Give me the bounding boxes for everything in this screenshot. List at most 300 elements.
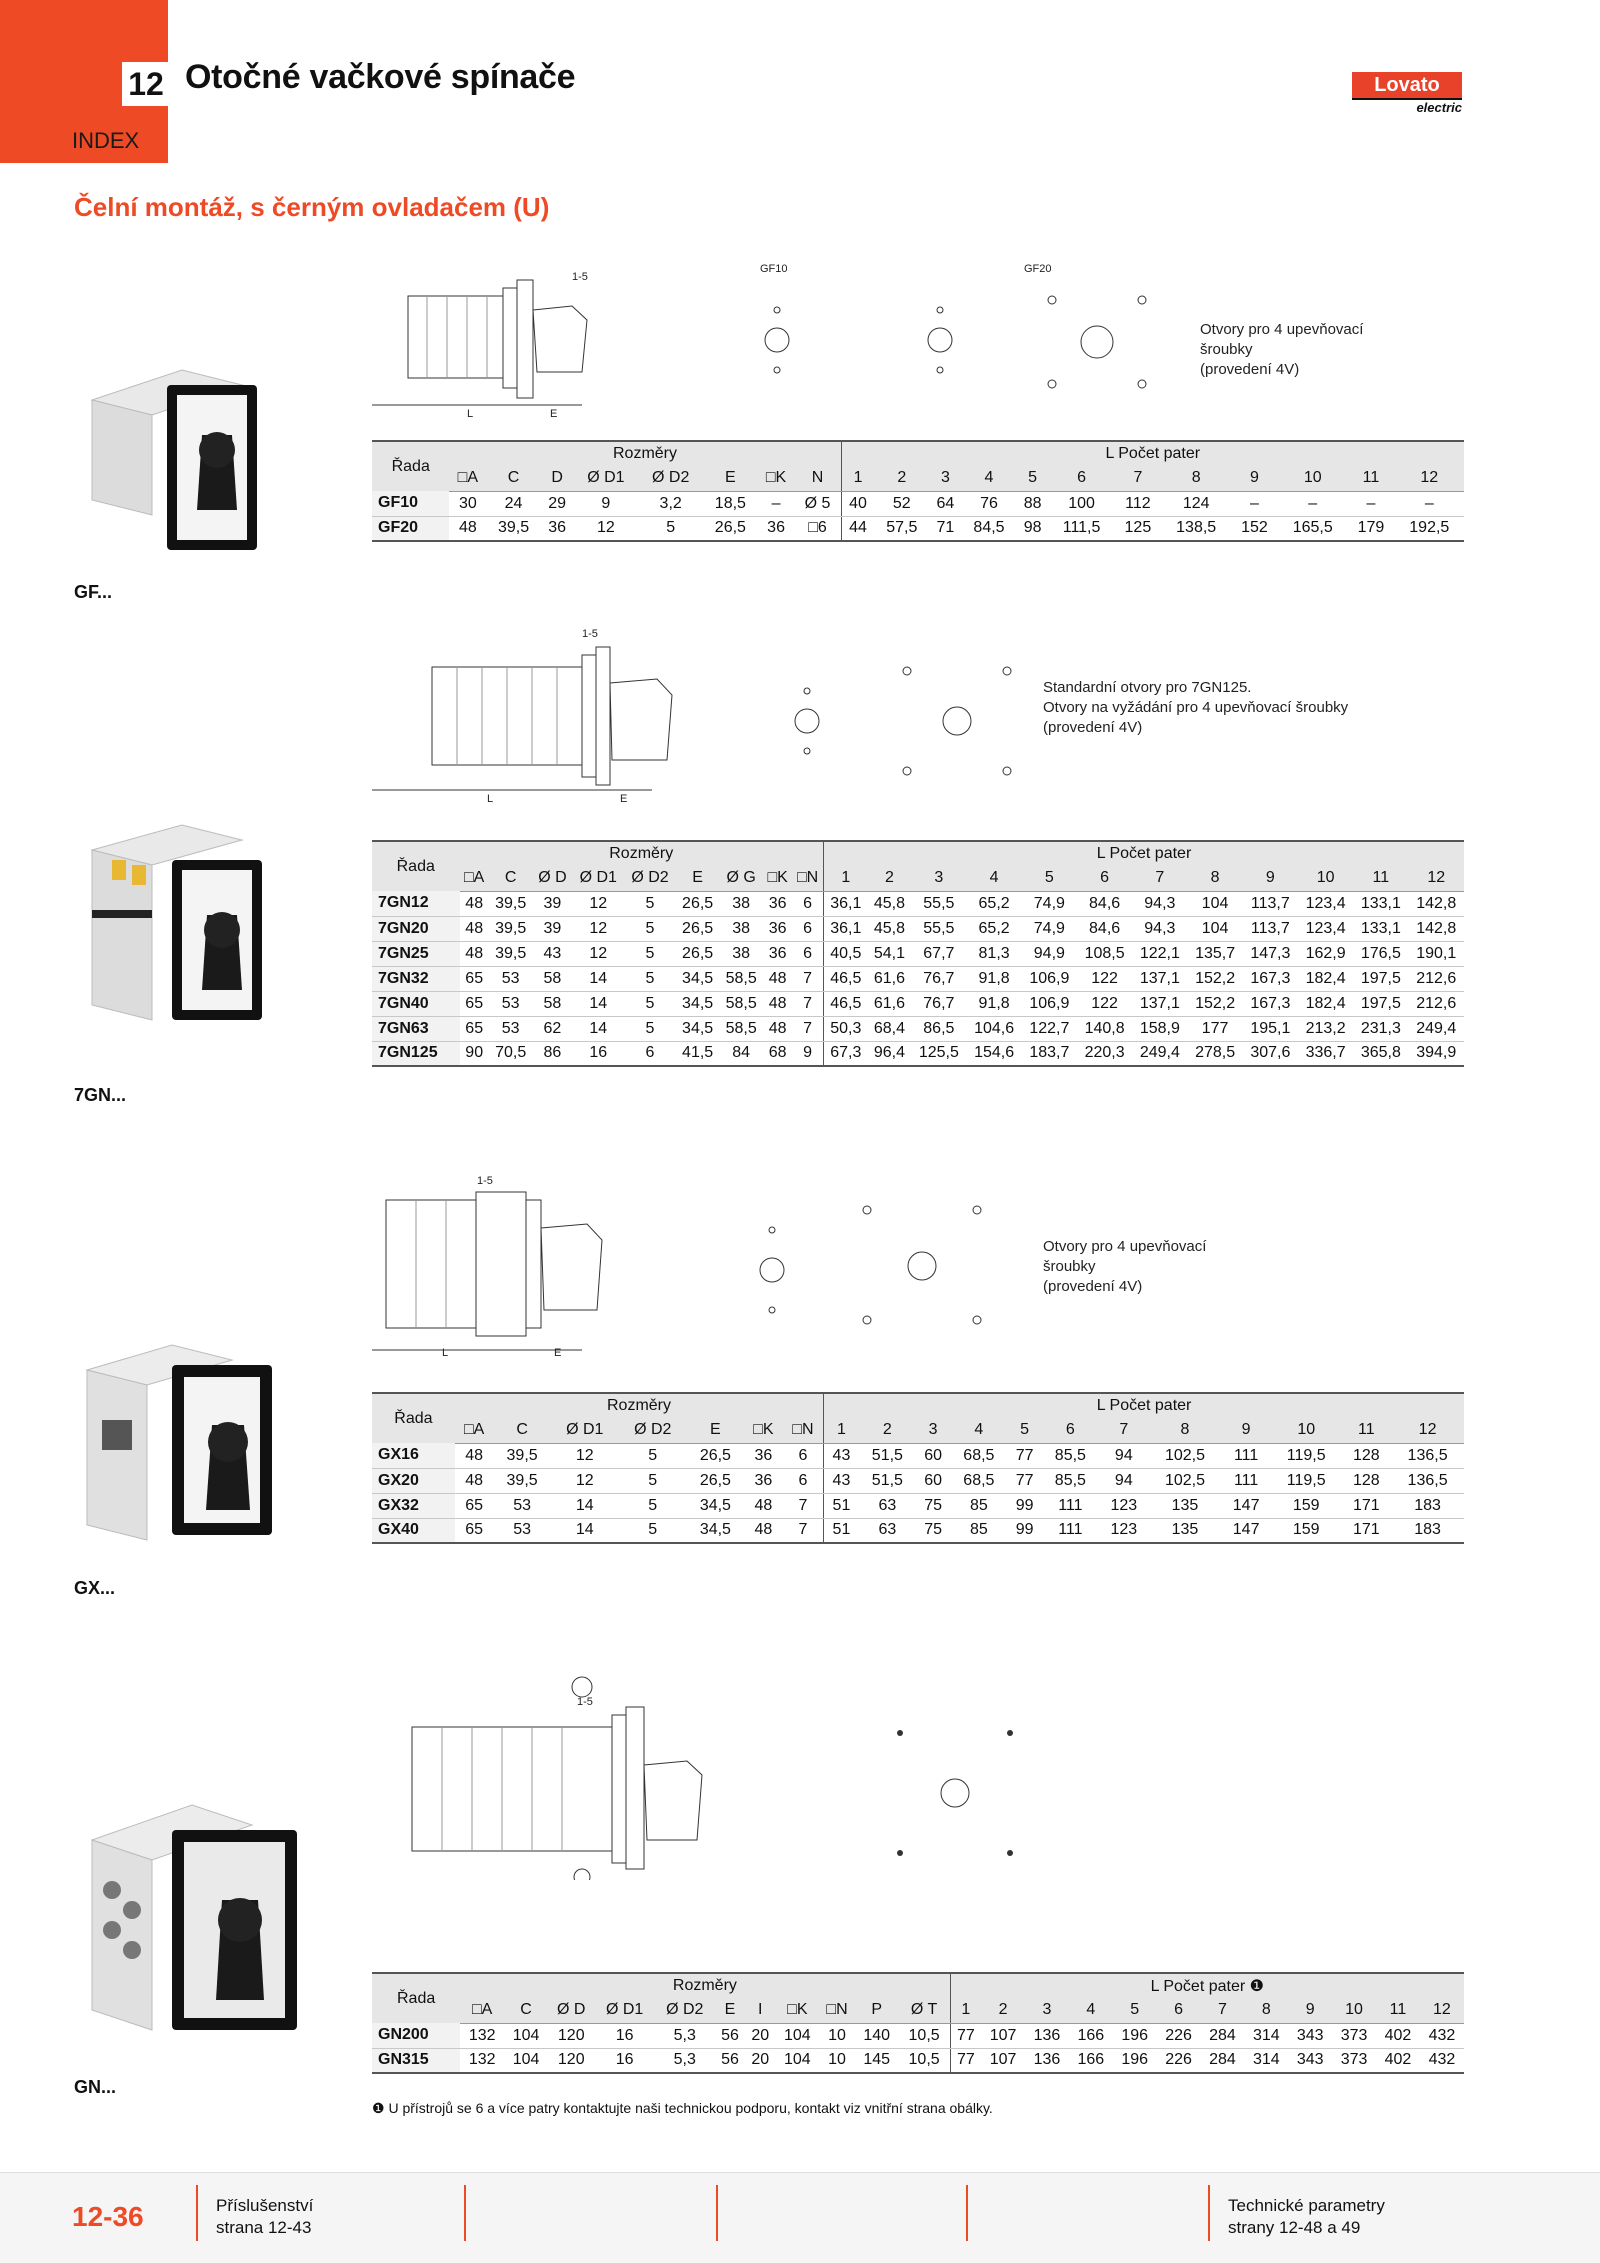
table-cell: 12 [551, 1468, 619, 1493]
footer-divider [716, 2185, 718, 2241]
table-cell: 39,5 [493, 1443, 550, 1468]
table-cell: 58 [532, 966, 572, 991]
table-cell: 40,5 [823, 941, 867, 966]
col-header: 12 [1420, 1998, 1464, 2023]
page-number: 12-36 [72, 2201, 144, 2232]
svg-text:L: L [442, 1347, 449, 1359]
table-cell: 94,9 [1022, 941, 1077, 966]
table-cell: 142,8 [1408, 916, 1464, 941]
table-cell: 6 [783, 1443, 824, 1468]
table-cell: 81,3 [966, 941, 1021, 966]
table-cell: 63 [859, 1493, 916, 1518]
table-cell: 58 [532, 991, 572, 1016]
col-header: 4 [966, 866, 1021, 891]
table-cell: 36 [744, 1468, 783, 1493]
table-cell: 34,5 [687, 1518, 744, 1543]
7gn-label: 7GN... [74, 1085, 127, 1105]
col-header: Ø D1 [573, 466, 638, 491]
footer-divider [464, 2185, 466, 2241]
accessories-link[interactable]: Příslušenství strana 12-43 [216, 2196, 314, 2237]
table-cell: 5 [624, 916, 676, 941]
gf-label: GF... [74, 582, 113, 602]
table-cell: 36 [763, 916, 792, 941]
table-cell: 86 [532, 1041, 572, 1066]
table-cell: 5 [619, 1443, 687, 1468]
7gn-header-row [372, 866, 1464, 891]
table-cell: 60 [916, 1468, 950, 1493]
table-cell: 165,5 [1278, 516, 1347, 541]
col-header: 2 [981, 1998, 1025, 2023]
table-cell: 53 [489, 991, 533, 1016]
table-cell: 166 [1069, 2023, 1113, 2048]
gx-header-row [372, 1418, 1464, 1443]
table-cell: 179 [1347, 516, 1394, 541]
col-header: 8 [1244, 1998, 1288, 2023]
table-cell: 51 [824, 1518, 859, 1543]
table-cell: 48 [460, 891, 489, 916]
table-cell: 133,1 [1353, 916, 1408, 941]
table-cell: 10 [819, 2048, 855, 2073]
table-cell: 36 [758, 516, 795, 541]
table-cell: 7 [792, 966, 823, 991]
table-cell: 135 [1149, 1493, 1222, 1518]
table-cell: 84,6 [1077, 891, 1132, 916]
table-cell: 136 [1025, 2023, 1069, 2048]
col-header: Ø G [719, 866, 763, 891]
table-row [372, 516, 1464, 541]
series-cell: GN200 [372, 2023, 460, 2048]
table-row [372, 1041, 1464, 1066]
col-header: □K [775, 1998, 819, 2023]
gx-label: GX... [74, 1578, 116, 1598]
table-cell: 16 [572, 1041, 624, 1066]
table-cell: 5 [638, 516, 703, 541]
table-cell: 10 [819, 2023, 855, 2048]
table-cell: 84 [719, 1041, 763, 1066]
table-cell: 147,3 [1243, 941, 1298, 966]
table-cell: 343 [1288, 2023, 1332, 2048]
col-header: 2 [859, 1418, 916, 1443]
col-header: 3 [1025, 1998, 1069, 2023]
table-cell: 136 [1025, 2048, 1069, 2073]
col-header: 10 [1298, 866, 1353, 891]
table-cell: 39,5 [489, 916, 533, 941]
table-cell: 5,3 [655, 2048, 715, 2073]
table-cell: 278,5 [1187, 1041, 1242, 1066]
gx-note: Otvory pro 4 upevňovací šroubky (provedení 4V) [1043, 1238, 1207, 1295]
l-group-header: L Počet pater [823, 841, 1464, 866]
table-cell: 74,9 [1022, 891, 1077, 916]
table-cell: 122,1 [1132, 941, 1187, 966]
7gn-dimension-drawing [372, 625, 1132, 805]
table-cell: 119,5 [1271, 1443, 1342, 1468]
table-cell: 111,5 [1049, 516, 1114, 541]
table-cell: 99 [1008, 1518, 1042, 1543]
col-header: 3 [916, 1418, 950, 1443]
table-cell: 26,5 [687, 1468, 744, 1493]
table-cell: 48 [460, 916, 489, 941]
col-header: 6 [1042, 1418, 1099, 1443]
col-header: 3 [911, 866, 966, 891]
table-cell: 123,4 [1298, 891, 1353, 916]
table-cell: 46,5 [823, 991, 867, 1016]
table-cell: 107 [981, 2048, 1025, 2073]
col-header: □K [763, 866, 792, 891]
dims-group-header: Rozměry [460, 841, 824, 866]
col-header: Ø D2 [619, 1418, 687, 1443]
col-header: 9 [1288, 1998, 1332, 2023]
footer-divider [1208, 2185, 1210, 2241]
table-cell: 120 [548, 2023, 595, 2048]
table-cell: 48 [455, 1443, 494, 1468]
table-cell: 43 [824, 1468, 859, 1493]
svg-text:1-5: 1-5 [572, 271, 588, 283]
col-header: 8 [1187, 866, 1242, 891]
table-cell: 111 [1042, 1493, 1099, 1518]
table-cell: 85,5 [1042, 1468, 1099, 1493]
table-cell: 213,2 [1298, 1016, 1353, 1041]
table-cell: 68,4 [868, 1016, 912, 1041]
table-cell: 64 [929, 491, 962, 516]
col-header: 3 [929, 466, 962, 491]
brand-sub: electric [1352, 98, 1462, 115]
col-header: 1 [824, 1418, 859, 1443]
table-cell: 75 [916, 1493, 950, 1518]
table-cell: 196 [1113, 2048, 1157, 2073]
table-cell: 136,5 [1391, 1468, 1464, 1493]
table-cell: 91,8 [966, 966, 1021, 991]
table-cell: 36 [744, 1443, 783, 1468]
table-cell: 104,6 [966, 1016, 1021, 1041]
gf-table [372, 440, 1464, 542]
table-cell: 147 [1221, 1493, 1271, 1518]
table-cell: 104 [775, 2023, 819, 2048]
col-header: 7 [1200, 1998, 1244, 2023]
table-cell: 171 [1342, 1493, 1392, 1518]
series-cell: 7GN20 [372, 916, 460, 941]
col-header: 10 [1332, 1998, 1376, 2023]
col-header: N [794, 466, 841, 491]
table-cell: 26,5 [703, 516, 758, 541]
series-cell: 7GN12 [372, 891, 460, 916]
table-cell: 167,3 [1243, 991, 1298, 1016]
table-cell: 67,3 [823, 1041, 867, 1066]
table-cell: 158,9 [1132, 1016, 1187, 1041]
col-header: Ø D1 [551, 1418, 619, 1443]
col-header: C [489, 866, 533, 891]
table-cell: 136,5 [1391, 1443, 1464, 1468]
col-header: P [855, 1998, 899, 2023]
table-cell: 38 [719, 916, 763, 941]
table-cell: 36,1 [823, 916, 867, 941]
table-row [372, 916, 1464, 941]
table-cell: 183 [1391, 1493, 1464, 1518]
series-cell: GF10 [372, 491, 449, 516]
table-cell: 112 [1114, 491, 1161, 516]
gf-header-row [372, 466, 1464, 491]
col-header: □A [460, 866, 489, 891]
table-cell: 14 [551, 1518, 619, 1543]
table-cell: 85,5 [1042, 1443, 1099, 1468]
svg-text:E: E [620, 793, 628, 805]
table-cell: 57,5 [875, 516, 930, 541]
table-cell: 226 [1157, 2048, 1201, 2073]
table-cell: 61,6 [868, 966, 912, 991]
table-cell: 61,6 [868, 991, 912, 1016]
gf10-caption: GF10 [760, 263, 788, 275]
table-row [372, 1518, 1464, 1543]
col-header: E [715, 1998, 745, 2023]
table-cell: 123,4 [1298, 916, 1353, 941]
table-cell: 104 [775, 2048, 819, 2073]
table-row [372, 1493, 1464, 1518]
table-cell: 55,5 [911, 916, 966, 941]
table-cell: 65 [460, 1016, 489, 1041]
table-cell: 133,1 [1353, 891, 1408, 916]
table-cell: 48 [763, 1016, 792, 1041]
table-cell: 55,5 [911, 891, 966, 916]
col-header: □A [455, 1418, 494, 1443]
table-cell: 6 [783, 1468, 824, 1493]
table-cell: 113,7 [1243, 891, 1298, 916]
technical-params-link[interactable]: Technické parametry strany 12-48 a 49 [1228, 2196, 1385, 2237]
table-cell: 68,5 [950, 1443, 1007, 1468]
col-header: I [745, 1998, 775, 2023]
col-header: 8 [1149, 1418, 1222, 1443]
table-cell: 132 [460, 2048, 504, 2073]
table-cell: 177 [1187, 1016, 1242, 1041]
table-cell: 56 [715, 2023, 745, 2048]
table-cell: 167,3 [1243, 966, 1298, 991]
series-cell: 7GN25 [372, 941, 460, 966]
table-cell: 314 [1244, 2023, 1288, 2048]
table-cell: 128 [1342, 1443, 1392, 1468]
svg-text:1-5: 1-5 [577, 1696, 593, 1708]
table-cell: 402 [1376, 2023, 1420, 2048]
table-cell: 71 [929, 516, 962, 541]
table-cell: 212,6 [1408, 966, 1464, 991]
table-cell: 26,5 [687, 1443, 744, 1468]
table-cell: 38 [719, 891, 763, 916]
table-cell: 76,7 [911, 991, 966, 1016]
table-cell: 77 [950, 2023, 981, 2048]
col-header: 4 [950, 1418, 1007, 1443]
rada-header: Řada [372, 841, 460, 891]
table-cell: 5 [619, 1518, 687, 1543]
series-cell: 7GN32 [372, 966, 460, 991]
col-header: Ø D [548, 1998, 595, 2023]
table-cell: 76 [962, 491, 1017, 516]
svg-text:L: L [487, 793, 494, 805]
table-row [372, 2048, 1464, 2073]
col-header: Ø D1 [595, 1998, 655, 2023]
table-cell: 102,5 [1149, 1468, 1222, 1493]
table-cell: 39,5 [489, 891, 533, 916]
table-cell: 99 [1008, 1493, 1042, 1518]
table-cell: 166 [1069, 2048, 1113, 2073]
series-cell: GF20 [372, 516, 449, 541]
table-cell: 51,5 [859, 1468, 916, 1493]
table-cell: 196 [1113, 2023, 1157, 2048]
table-cell: 38 [719, 941, 763, 966]
dims-group-header: Rozměry [455, 1393, 824, 1418]
table-cell: 26,5 [676, 941, 720, 966]
table-cell: 111 [1042, 1518, 1099, 1543]
l-group-header: L Počet pater [824, 1393, 1464, 1418]
col-header: 9 [1221, 1418, 1271, 1443]
table-cell: 106,9 [1022, 966, 1077, 991]
table-row [372, 491, 1464, 516]
col-header: □N [819, 1998, 855, 2023]
table-cell: 39,5 [486, 516, 541, 541]
table-cell: 48 [763, 966, 792, 991]
table-cell: 147 [1221, 1518, 1271, 1543]
gn-label: GN... [74, 2077, 117, 2097]
col-header: 7 [1114, 466, 1161, 491]
table-cell: 192,5 [1395, 516, 1464, 541]
col-header: 5 [1113, 1998, 1157, 2023]
col-header: 9 [1243, 866, 1298, 891]
table-cell: 14 [572, 966, 624, 991]
table-cell: 14 [551, 1493, 619, 1518]
table-cell: 5 [619, 1468, 687, 1493]
col-header: 7 [1132, 866, 1187, 891]
table-cell: 135 [1149, 1518, 1222, 1543]
table-cell: 16 [595, 2023, 655, 2048]
table-cell: 48 [744, 1493, 783, 1518]
table-cell: 132 [460, 2023, 504, 2048]
section-title: Čelní montáž, s černým ovladačem (U) [74, 192, 550, 222]
table-row [372, 1443, 1464, 1468]
col-header: □K [744, 1418, 783, 1443]
col-header: □A [460, 1998, 504, 2023]
table-cell: 84,5 [962, 516, 1017, 541]
table-row [372, 1016, 1464, 1041]
svg-text:E: E [550, 408, 558, 420]
table-cell: 39 [532, 916, 572, 941]
brand-logo [1352, 72, 1462, 114]
table-cell: 5 [624, 966, 676, 991]
col-header: C [504, 1998, 548, 2023]
table-cell: 39,5 [489, 941, 533, 966]
table-cell: 48 [460, 941, 489, 966]
table-cell: 284 [1200, 2023, 1244, 2048]
table-cell: 343 [1288, 2048, 1332, 2073]
l-group-header: L Počet pater ❶ [950, 1973, 1464, 1998]
rada-header: Řada [372, 1973, 460, 2023]
table-cell: 5 [624, 891, 676, 916]
table-cell: 14 [572, 991, 624, 1016]
table-cell: 7 [792, 991, 823, 1016]
table-cell: 53 [489, 966, 533, 991]
gx-product-photo [72, 1330, 292, 1560]
table-cell: 197,5 [1353, 991, 1408, 1016]
table-cell: 7 [783, 1518, 824, 1543]
gx-table [372, 1392, 1464, 1544]
table-cell: 52 [875, 491, 930, 516]
table-cell: 137,1 [1132, 991, 1187, 1016]
table-cell: 182,4 [1298, 991, 1353, 1016]
table-cell: 6 [792, 916, 823, 941]
table-cell: 113,7 [1243, 916, 1298, 941]
dims-group-header: Rozměry [449, 441, 841, 466]
table-cell: 43 [532, 941, 572, 966]
col-header: Ø D1 [572, 866, 624, 891]
table-cell: 9 [792, 1041, 823, 1066]
gf-note: Otvory pro 4 upevňovací šroubky (provedení 4V) [1200, 321, 1364, 378]
table-cell: 41,5 [676, 1041, 720, 1066]
col-header: 4 [1069, 1998, 1113, 2023]
table-cell: 159 [1271, 1518, 1342, 1543]
col-header: 11 [1347, 466, 1394, 491]
table-cell: 195,1 [1243, 1016, 1298, 1041]
table-cell: 53 [493, 1493, 550, 1518]
col-header: □K [758, 466, 795, 491]
col-header: 7 [1099, 1418, 1149, 1443]
svg-text:E: E [554, 1347, 562, 1359]
col-header: 12 [1395, 466, 1464, 491]
table-cell: 137,1 [1132, 966, 1187, 991]
table-cell: 122,7 [1022, 1016, 1077, 1041]
col-header: 12 [1408, 866, 1464, 891]
table-cell: 122 [1077, 966, 1132, 991]
col-header: 12 [1391, 1418, 1464, 1443]
table-cell: 70,5 [489, 1041, 533, 1066]
table-cell: 68,5 [950, 1468, 1007, 1493]
table-cell: 34,5 [676, 1016, 720, 1041]
col-header: □N [783, 1418, 824, 1443]
table-cell: 43 [824, 1443, 859, 1468]
col-header: E [687, 1418, 744, 1443]
7gn-product-photo [72, 820, 282, 1050]
col-header: 11 [1342, 1418, 1392, 1443]
col-header: 11 [1353, 866, 1408, 891]
table-cell: 125,5 [911, 1041, 966, 1066]
footer-divider [196, 2185, 198, 2241]
table-cell: 65 [460, 991, 489, 1016]
table-cell: 152 [1231, 516, 1278, 541]
rada-header: Řada [372, 441, 449, 491]
table-cell: 77 [950, 2048, 981, 2073]
table-cell: 20 [745, 2023, 775, 2048]
col-header: 2 [868, 866, 912, 891]
table-cell: 58,5 [719, 1016, 763, 1041]
table-cell: 77 [1008, 1443, 1042, 1468]
col-header: E [676, 866, 720, 891]
series-cell: GX16 [372, 1443, 455, 1468]
table-cell: 65 [455, 1518, 494, 1543]
table-cell: 123 [1099, 1518, 1149, 1543]
table-cell: 10,5 [899, 2048, 950, 2073]
col-header: 6 [1049, 466, 1114, 491]
series-cell: GX20 [372, 1468, 455, 1493]
col-header: Ø D2 [655, 1998, 715, 2023]
table-cell: 12 [573, 516, 638, 541]
table-cell: 5 [624, 941, 676, 966]
table-cell: 39 [532, 891, 572, 916]
table-cell: 373 [1332, 2048, 1376, 2073]
table-cell: 40 [841, 491, 874, 516]
table-cell: 159 [1271, 1493, 1342, 1518]
col-header: C [486, 466, 541, 491]
index-link[interactable]: INDEX [72, 128, 140, 153]
table-cell: 45,8 [868, 891, 912, 916]
svg-text:L: L [467, 408, 474, 420]
table-cell: 249,4 [1408, 1016, 1464, 1041]
table-cell: 100 [1049, 491, 1114, 516]
series-cell: 7GN40 [372, 991, 460, 1016]
table-cell: 88 [1016, 491, 1049, 516]
